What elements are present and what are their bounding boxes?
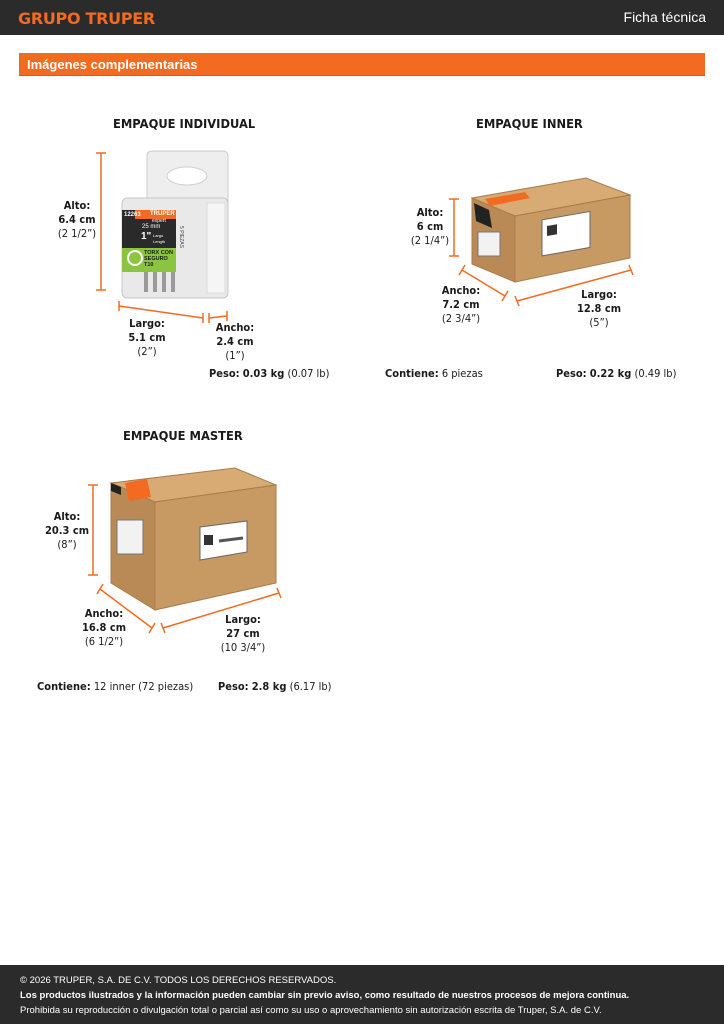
footer-notice: Los productos ilustrados y la información pueden cambiar sin previo aviso, como resultado de nuestros procesos de mejora continua.: [20, 990, 630, 1001]
product-length-label: Length: [153, 239, 166, 244]
footer-copyright: © 2026 TRUPER, S.A. DE C.V. TODOS LOS DERECHOS RESERVADOS.: [20, 975, 337, 986]
document-type: Ficha técnica: [623, 9, 706, 25]
master-largo: Largo: 27 cm (10 3/4”): [220, 613, 266, 654]
section-header: [19, 53, 705, 76]
individual-largo: Largo: 5.1 cm (2”): [128, 317, 166, 358]
inner-ancho: Ancho: 7.2 cm (2 3/4”): [441, 284, 481, 325]
master-alto: Alto: 20.3 cm (8”): [44, 510, 90, 551]
product-pieces: 5 PIEZAS: [177, 226, 184, 248]
product-torx-size: T10: [144, 262, 154, 268]
footer-prohibition: Prohibida su reproducción o divulgación total o parcial así como su uso o aprovechamiento sin autorización escrita de Truper, S.A. de C.V.: [20, 1005, 602, 1016]
product-length-word: Largo: [153, 233, 164, 238]
individual-package-image: [95, 148, 245, 328]
individual-alto: Alto: 6.4 cm (2 1/2”): [57, 199, 97, 240]
section-title: Imágenes complementarias: [27, 57, 198, 72]
product-code: 12263: [124, 212, 141, 218]
inner-contiene: Contiene: 6 piezas: [385, 367, 483, 380]
product-size-in: 1": [141, 231, 152, 242]
product-brand: TRUPER: [150, 211, 175, 217]
individual-title: EMPAQUE INDIVIDUAL: [113, 116, 256, 131]
top-header: [0, 0, 724, 35]
product-line: expert: [152, 218, 166, 224]
product-size-mm: 25 mm: [142, 224, 161, 230]
brand-logo: GRUPO TRUPER: [18, 9, 155, 28]
inner-largo: Largo: 12.8 cm (5”): [576, 288, 622, 329]
master-contiene: Contiene: 12 inner (72 piezas): [37, 680, 194, 693]
individual-ancho: Ancho: 2.4 cm (1”): [215, 321, 255, 362]
inner-title: EMPAQUE INNER: [476, 116, 583, 131]
product-torx-line1: TORX CON: [144, 250, 173, 256]
inner-alto: Alto: 6 cm (2 1/4”): [410, 206, 450, 247]
master-title: EMPAQUE MASTER: [123, 428, 243, 443]
inner-peso: Peso: 0.22 kg (0.49 lb): [556, 367, 677, 380]
footer: [0, 965, 724, 1024]
product-torx-line2: SEGURO: [144, 256, 168, 262]
individual-peso: Peso: 0.03 kg (0.07 lb): [209, 367, 330, 380]
master-peso: Peso: 2.8 kg (6.17 lb): [218, 680, 332, 693]
master-ancho: Ancho: 16.8 cm (6 1/2”): [81, 607, 127, 648]
